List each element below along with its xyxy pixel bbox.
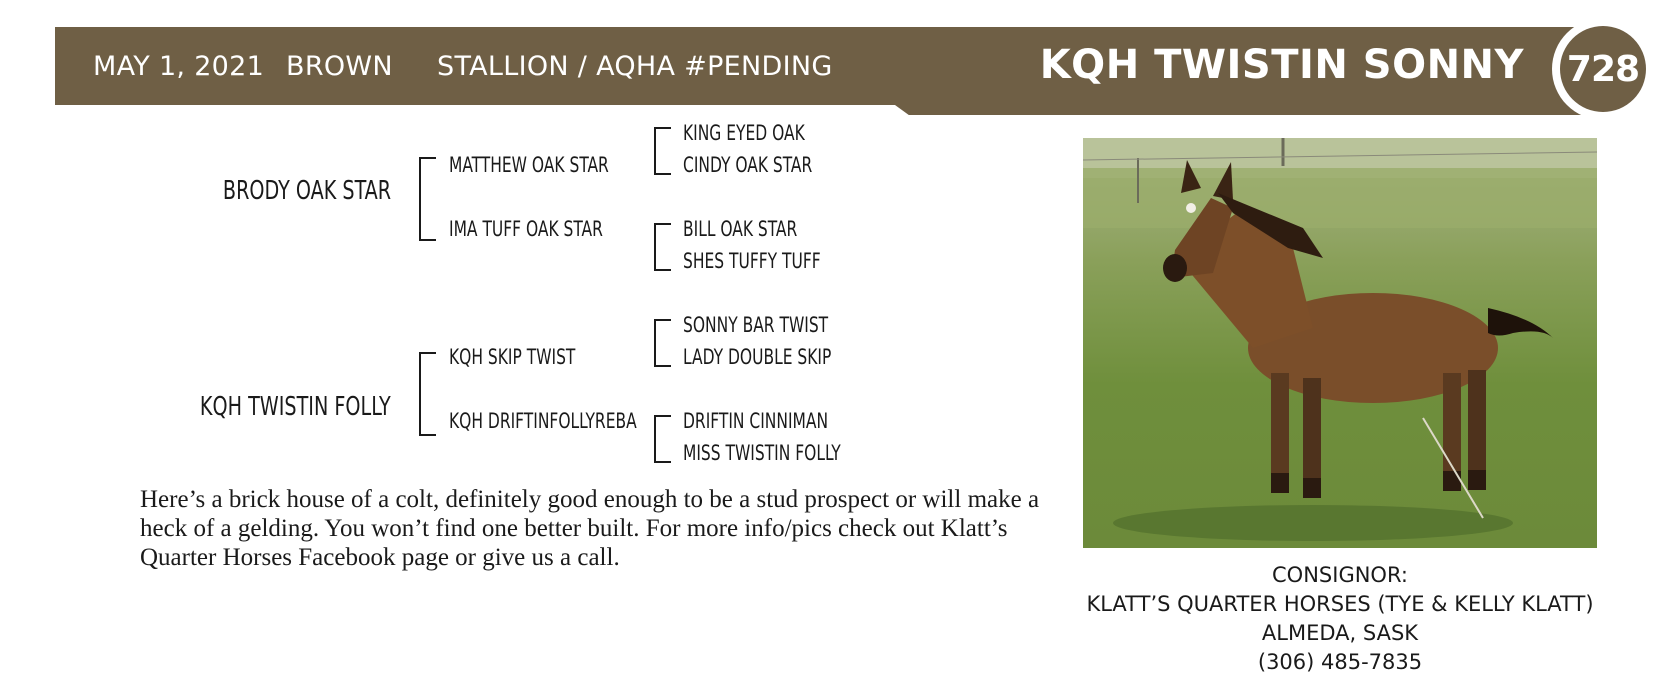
dam-dam-sire: DRIFTIN CINNIMAN bbox=[683, 409, 829, 433]
sire-sire-dam: CINDY OAK STAR bbox=[683, 153, 813, 177]
consignor-label: CONSIGNOR: bbox=[1272, 563, 1408, 587]
dam: KQH TWISTIN FOLLY bbox=[200, 392, 391, 422]
consignor-location: ALMEDA, SASK bbox=[1261, 621, 1419, 645]
consignor-block bbox=[1060, 561, 1620, 677]
dam-bracket bbox=[419, 352, 436, 436]
sire: BRODY OAK STAR bbox=[222, 176, 391, 206]
dam-sire-bracket bbox=[654, 319, 671, 367]
consignor-phone: (306) 485-7835 bbox=[1257, 650, 1423, 674]
dam-dam-bracket bbox=[654, 415, 671, 463]
sire-dam: IMA TUFF OAK STAR bbox=[449, 217, 603, 241]
sire-dam-dam: SHES TUFFY TUFF bbox=[683, 249, 821, 273]
foal-date: MAY 1, 2021 bbox=[93, 51, 265, 82]
consignor-name: KLATT’S QUARTER HORSES (TYE & KELLY KLATT) bbox=[1086, 592, 1594, 616]
dam-sire: KQH SKIP TWIST bbox=[449, 345, 576, 369]
dam-sire-dam: LADY DOUBLE SKIP bbox=[683, 345, 832, 369]
horse-description: Here’s a brick house of a colt, definitely good enough to be a stud prospect or will make a heck of a gelding. You won’t find one better built. For more info/pics check out Klatt’s Quarter Horses Facebook page or give us a call. bbox=[140, 486, 1040, 571]
horse-color: BROWN bbox=[286, 51, 393, 82]
horse-photo-illustration bbox=[1083, 138, 1597, 548]
lot-number-badge: 728 bbox=[1560, 26, 1646, 112]
horse-name: KQH TWISTIN SONNY bbox=[1039, 42, 1524, 88]
sire-dam-sire: BILL OAK STAR bbox=[683, 217, 798, 241]
sire-sire: MATTHEW OAK STAR bbox=[449, 153, 609, 177]
dam-dam: KQH DRIFTINFOLLYREBA bbox=[449, 409, 637, 433]
horse-photo bbox=[1083, 138, 1597, 548]
sex-registry: STALLION / AQHA #PENDING bbox=[437, 51, 833, 82]
dam-dam-dam: MISS TWISTIN FOLLY bbox=[683, 441, 841, 465]
sire-sire-sire: KING EYED OAK bbox=[683, 121, 805, 145]
sire-bracket bbox=[419, 157, 436, 241]
sire-sire-bracket bbox=[654, 127, 671, 175]
sire-dam-bracket bbox=[654, 223, 671, 271]
dam-sire-sire: SONNY BAR TWIST bbox=[683, 313, 829, 337]
